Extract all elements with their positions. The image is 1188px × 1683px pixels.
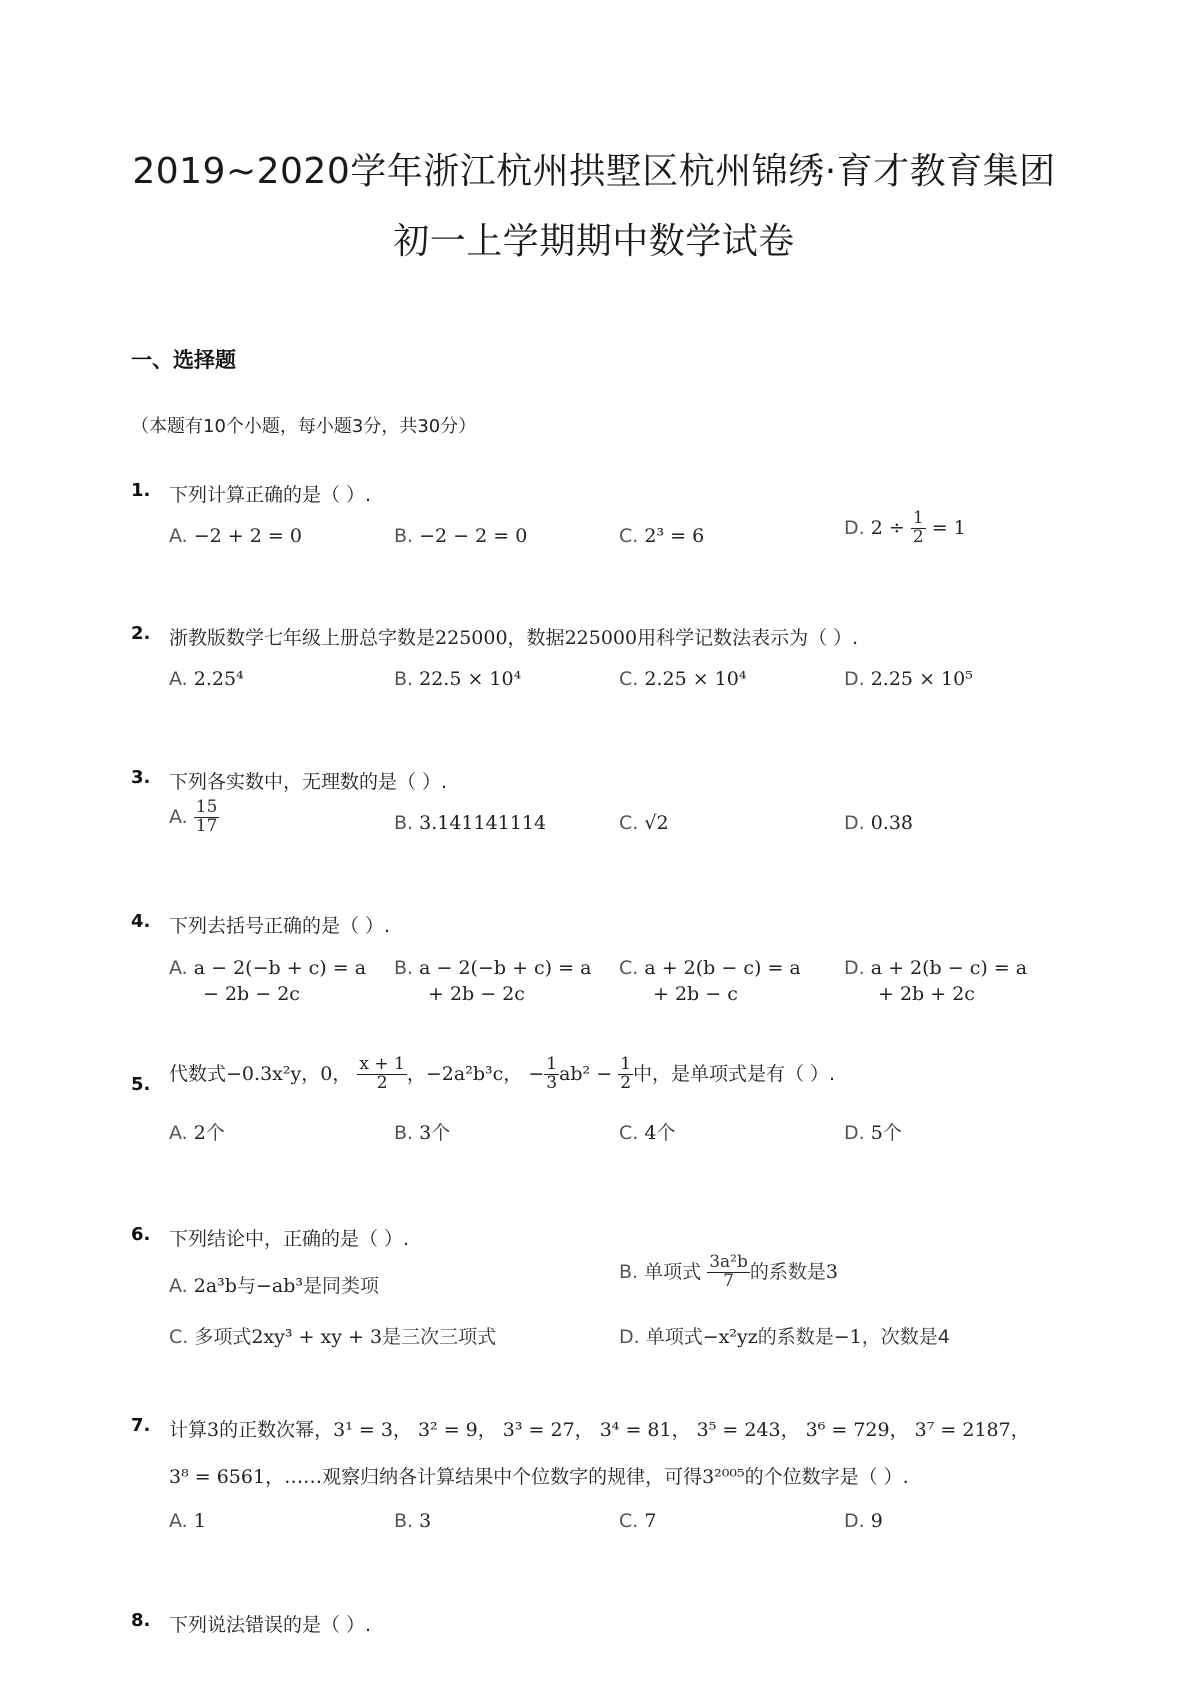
option-math-line2: − 2b − 2c xyxy=(203,983,300,1005)
option-math: 0.38̇ xyxy=(870,812,914,834)
option-a xyxy=(169,1271,379,1298)
option-a xyxy=(169,1510,206,1532)
stem-text: ， xyxy=(332,1062,352,1085)
stem-math: 3²⁰⁰⁵ xyxy=(702,1466,745,1488)
fraction-numerator: 3a²b xyxy=(709,1252,748,1272)
option-label: B. xyxy=(394,812,414,834)
option-b xyxy=(394,1118,450,1145)
option-math-line2: + 2b + 2c xyxy=(878,983,975,1005)
question-stem xyxy=(169,623,858,650)
option-suffix: 个 xyxy=(882,1122,902,1144)
question-number: 7. xyxy=(131,1415,151,1436)
option-c xyxy=(619,525,704,547)
option-label: A. xyxy=(169,1122,188,1144)
option-math: −2 − 2 = 0 xyxy=(419,525,528,547)
option-suffix: 个 xyxy=(431,1122,451,1144)
stem-math: −0.3x²y xyxy=(226,1062,302,1085)
option-text: 多项式 xyxy=(194,1326,252,1348)
option-math-line2: + 2b − c xyxy=(653,983,738,1005)
option-c xyxy=(619,1510,656,1532)
option-label: D. xyxy=(844,812,865,834)
option-c xyxy=(619,957,801,1005)
stem-math: 0 xyxy=(320,1062,333,1085)
stem-text: ， xyxy=(406,1062,426,1085)
option-label: A. xyxy=(169,668,188,690)
option-text: 的系数是 xyxy=(757,1326,834,1348)
option-label: A. xyxy=(169,1275,188,1297)
option-text: 与 xyxy=(236,1275,256,1297)
stem-text: ， xyxy=(503,1062,523,1085)
fraction-numerator: 1 xyxy=(620,1054,632,1074)
option-math: −2 + 2 = 0 xyxy=(193,525,302,547)
option-suffix: 个 xyxy=(656,1122,676,1144)
option-math: 22.5 × 10⁴ xyxy=(419,668,522,690)
question-stem: 下列去括号正确的是（ ）. xyxy=(169,915,391,937)
option-d xyxy=(844,1118,902,1145)
option-text: 是同类项 xyxy=(303,1275,380,1297)
fraction xyxy=(618,1056,633,1093)
option-d xyxy=(844,812,913,834)
section-heading: 一、选择题 xyxy=(131,348,236,372)
option-math-line1: a + 2(b − c) = a xyxy=(644,957,801,979)
option-math: 9 xyxy=(870,1510,883,1532)
option-label: C. xyxy=(619,668,639,690)
question-stem xyxy=(169,1056,835,1093)
option-label: A. xyxy=(169,805,188,828)
option-text: 是三次三项式 xyxy=(382,1326,497,1348)
option-b xyxy=(394,812,546,834)
option-label: B. xyxy=(394,957,414,979)
fraction-numerator: 1 xyxy=(912,508,924,528)
fraction-denominator: 17 xyxy=(195,815,218,836)
question-number: 3. xyxy=(131,767,151,788)
option-text: 单项式 xyxy=(644,1260,702,1283)
fraction-numerator: x + 1 xyxy=(359,1054,405,1074)
option-math: 2a³b xyxy=(193,1275,237,1297)
option-text: 单项式 xyxy=(645,1326,703,1348)
question-stem: 下列结论中，正确的是（ ）. xyxy=(169,1228,410,1250)
option-math-line2: + 2b − 2c xyxy=(428,983,525,1005)
option-b xyxy=(394,957,591,1005)
question-stem-line1 xyxy=(169,1415,1030,1442)
option-c xyxy=(619,812,669,834)
option-math-pre: 2 ÷ xyxy=(870,516,911,539)
question-number: 1. xyxy=(131,480,151,501)
option-label: C. xyxy=(619,1510,639,1532)
stem-text: 用科学记数法表示为（ ）. xyxy=(637,627,859,649)
option-b xyxy=(394,525,527,547)
option-math: 2xy³ + xy + 3 xyxy=(251,1326,383,1348)
option-math: √2 xyxy=(644,812,669,834)
option-label: D. xyxy=(844,1510,865,1532)
option-math: −x²yz xyxy=(702,1326,758,1348)
option-label: D. xyxy=(844,1122,865,1144)
option-label: A. xyxy=(169,957,188,979)
stem-math: − xyxy=(528,1062,545,1085)
question-number: 8. xyxy=(131,1610,151,1631)
stem-text: 的正数次幂， xyxy=(219,1419,334,1441)
fraction-numerator: 15 xyxy=(195,797,218,817)
option-text: 的系数是 xyxy=(749,1260,826,1283)
option-label: D. xyxy=(844,516,865,539)
option-b xyxy=(394,668,521,690)
option-b xyxy=(619,1254,838,1291)
stem-math: ab² − xyxy=(559,1062,613,1085)
stem-math: 3⁸ = 6561 xyxy=(169,1466,266,1488)
option-math: 5 xyxy=(870,1122,883,1144)
option-d xyxy=(844,957,1027,1005)
question-number: 4. xyxy=(131,911,151,932)
stem-math: 3 xyxy=(207,1419,220,1441)
stem-text: ，……观察归纳各计算结果中个位数字的规律，可得 xyxy=(265,1466,703,1488)
question-stem: 下列计算正确的是（ ）. xyxy=(169,484,372,506)
option-math: 3 xyxy=(419,1510,432,1532)
option-math: 2³ = 6 xyxy=(644,525,705,547)
fraction-denominator: 2 xyxy=(912,526,924,547)
stem-text: 计算 xyxy=(169,1419,208,1441)
option-math-line1: a − 2(−b + c) = a xyxy=(193,957,367,979)
option-math: 7 xyxy=(644,1510,657,1532)
option-text: ，次数是4 xyxy=(861,1326,950,1348)
option-math: −1 xyxy=(833,1326,862,1348)
option-label: C. xyxy=(619,812,639,834)
option-c xyxy=(619,1118,675,1145)
option-suffix: 个 xyxy=(205,1122,225,1144)
stem-math: −2a²b³c xyxy=(425,1062,504,1085)
option-label: A. xyxy=(169,525,188,547)
option-d xyxy=(844,510,966,547)
question-stem-line2 xyxy=(169,1462,909,1489)
option-a xyxy=(169,799,219,836)
question-stem: 下列各实数中，无理数的是（ ）. xyxy=(169,771,448,793)
stem-math: 225000 xyxy=(564,627,638,649)
stem-text: ，数据 xyxy=(507,627,565,649)
option-math: 2.25⁴ xyxy=(193,668,244,690)
exam-title-line2: 初一上学期期中数学试卷 xyxy=(393,221,795,262)
option-label: B. xyxy=(394,668,414,690)
option-c xyxy=(169,1322,496,1349)
option-label: C. xyxy=(619,1122,639,1144)
stem-text: 中，是单项式是有（ ）. xyxy=(633,1062,836,1085)
option-label: C. xyxy=(169,1326,189,1348)
section-note: （本题有10个小题，每小题3分，共30分） xyxy=(131,416,477,437)
option-math-line1: a + 2(b − c) = a xyxy=(870,957,1028,979)
fraction xyxy=(707,1254,750,1291)
option-label: D. xyxy=(844,668,865,690)
question-number: 2. xyxy=(131,623,151,644)
option-d xyxy=(844,668,973,690)
fraction xyxy=(911,510,926,547)
fraction-denominator: 2 xyxy=(620,1072,632,1093)
fraction xyxy=(194,799,220,836)
option-math: 1 xyxy=(193,1510,206,1532)
question-number: 5. xyxy=(131,1074,151,1095)
option-b xyxy=(394,1510,431,1532)
exam-title-line1: 2019~2020学年浙江杭州拱墅区杭州锦绣·育才教育集团 xyxy=(132,151,1056,192)
option-math-line1: a − 2(−b + c) = a xyxy=(419,957,592,979)
stem-text: 的个位数字是（ ）. xyxy=(744,1466,909,1488)
fraction xyxy=(357,1056,406,1093)
stem-text: ， xyxy=(301,1062,321,1085)
option-label: B. xyxy=(394,525,414,547)
option-math: 2.25 × 10⁴ xyxy=(644,668,747,690)
stem-math: 225000 xyxy=(435,627,508,649)
fraction-denominator: 3 xyxy=(546,1072,558,1093)
stem-text: 浙教版数学七年级上册总字数是 xyxy=(169,627,436,649)
option-math: −ab³ xyxy=(255,1275,303,1297)
option-math: 2.25 × 10⁵ xyxy=(870,668,973,690)
option-label: D. xyxy=(844,957,865,979)
option-a xyxy=(169,668,244,690)
fraction-numerator: 1 xyxy=(546,1054,558,1074)
stem-text: 代数式 xyxy=(169,1062,227,1085)
option-math: 2 xyxy=(193,1122,206,1144)
option-label: B. xyxy=(619,1260,639,1283)
option-math: 3 xyxy=(419,1122,432,1144)
question-stem: 下列说法错误的是（ ）. xyxy=(169,1614,372,1636)
option-label: A. xyxy=(169,1510,188,1532)
fraction-denominator: 2 xyxy=(376,1072,388,1093)
fraction-denominator: 7 xyxy=(723,1270,734,1291)
option-label: B. xyxy=(394,1122,414,1144)
option-a xyxy=(169,525,302,547)
option-math: 4 xyxy=(644,1122,657,1144)
option-a xyxy=(169,957,366,1005)
question-number: 6. xyxy=(131,1224,151,1245)
option-math-post: = 1 xyxy=(931,516,966,539)
option-d xyxy=(619,1322,950,1349)
stem-math: 3¹ = 3， 3² = 9， 3³ = 27， 3⁴ = 81， 3⁵ = 243， 3⁶ = 729， 3⁷ = 2187， xyxy=(333,1419,1030,1441)
option-label: C. xyxy=(619,525,639,547)
option-label: B. xyxy=(394,1510,414,1532)
fraction xyxy=(544,1056,559,1093)
option-d xyxy=(844,1510,883,1532)
option-math: 3 xyxy=(825,1260,838,1283)
option-label: C. xyxy=(619,957,639,979)
option-c xyxy=(619,668,746,690)
option-math: 3.141141114 xyxy=(419,812,547,834)
option-a xyxy=(169,1118,225,1145)
option-label: D. xyxy=(619,1326,640,1348)
